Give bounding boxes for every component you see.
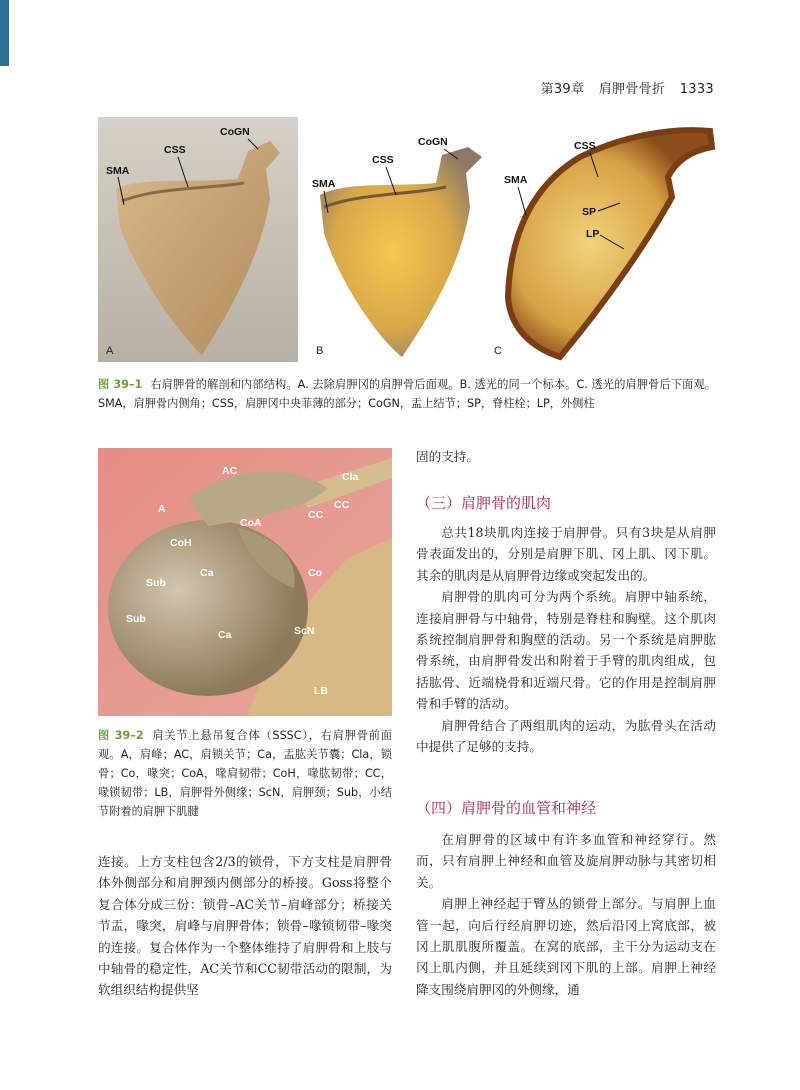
label-css: CSS [164, 144, 186, 156]
label-cogn: CoGN [220, 126, 250, 138]
label-co: Co [308, 567, 322, 579]
label-sma: SMA [106, 165, 130, 177]
label-cc: CC [334, 499, 350, 511]
shoulder-complex-photo [98, 448, 392, 716]
figure-39-1-number: 图 39–1 [98, 378, 143, 391]
paragraph: 总共18块肌肉连接于肩胛骨。只有3块是从肩胛骨表面发出的，分别是肩胛下肌、冈上肌、冈下肌。其余的肌肉是从肩胛骨边缘或突起发出的。 [416, 525, 716, 583]
figure-39-2-number: 图 39–2 [98, 729, 144, 742]
scapula-translucent-photo [306, 117, 496, 362]
label-lp: LP [586, 228, 600, 240]
section-heading-vessels-nerves: （四）肩胛骨的血管和神经 [416, 799, 597, 817]
left-column-text [98, 851, 392, 1001]
label-css: CSS [574, 140, 596, 152]
scapula-posterior-photo [98, 117, 298, 362]
continuation-paragraph: 固的支持。 [416, 449, 479, 464]
label-sub: Sub [126, 613, 146, 625]
paragraph: 肩胛骨结合了两组肌肉的运动，为肱骨头在活动中提供了足够的支持。 [416, 717, 716, 755]
label-coa: CoA [240, 517, 262, 529]
figure-39-1-caption [98, 375, 716, 413]
chapter-title: 肩胛骨骨折 [598, 82, 666, 97]
figure-39-1-panel-a [98, 117, 298, 362]
left-column-paragraph: 连接。上方支柱包含2/3的锁骨，下方支柱是肩胛骨体外侧部分和肩胛颈内侧部分的桥接。Goss将整个复合体分成三份：锁骨–AC关节–肩峰部分；桥接关节盂，喙突，肩峰与肩胛骨体；锁骨–喙锁韧带–喙突的连接。复合体作为一个整体维持了肩胛骨和上肢与中轴骨的稳定性，AC关节和CC韧带活动的限制，为软组织结构提供坚 [98, 854, 392, 998]
figure-39-1-panel-b [306, 117, 496, 362]
scapula-inferior-translucent-photo [500, 117, 715, 362]
label-cc: CC [308, 509, 324, 521]
side-tab-marker [0, 0, 9, 66]
label-a: A [158, 503, 166, 515]
panel-letter-c: C [494, 345, 502, 357]
running-header [541, 78, 714, 97]
label-cogn: CoGN [418, 136, 448, 148]
figure-39-2-caption [98, 726, 392, 821]
label-sma: SMA [504, 174, 528, 186]
label-ca: Ca [200, 567, 214, 579]
figure-39-1-caption-text: 右肩胛骨的解剖和内部结构。A. 去除肩胛冈的肩胛骨后面观。B. 透光的同一个标本。C. 透光的肩胛骨后下面观。SMA，肩胛骨内侧角；CSS，肩胛冈中央菲薄的部分；CoGN，盂上结节；SP，脊柱栓；LP，外侧柱 [98, 378, 716, 410]
label-ca: Ca [218, 629, 232, 641]
figure-39-2-caption-text: 肩关节上悬吊复合体（SSSC），右肩胛骨前面观。A，肩峰；AC，肩锁关节；Ca，盂肱关节囊；Cla，锁骨；Co，喙突；CoA，喙肩韧带；CoH，喙肱韧带；CC，喙锁韧带；LB，肩胛骨外侧缘；ScN，肩胛颈；Sub，小结节附着的肩胛下肌腱 [98, 729, 392, 818]
label-cla: Cla [342, 471, 359, 483]
section-muscles-text [416, 522, 716, 757]
chapter-number: 第39章 [540, 82, 585, 97]
panel-letter-b: B [316, 345, 324, 357]
figure-39-2-photo [98, 448, 392, 716]
section-vessels-text [416, 829, 716, 1000]
figure-39-1-panel-c [494, 117, 715, 362]
page-number: 1333 [679, 82, 714, 97]
paragraph: 肩胛上神经起于臂丛的锁骨上部分。与肩胛上血管一起，向后行经肩胛切迹，然后沿冈上窝底部，被冈上肌肌腹所覆盖。在窝的底部，主干分为运动支在冈上肌内侧，并且延续到冈下肌的上部。肩胛上神经降支围绕肩胛冈的外侧缘，通 [416, 896, 716, 997]
label-scn: ScN [294, 625, 315, 637]
label-ac: AC [222, 465, 238, 477]
label-sp: SP [582, 206, 597, 218]
right-column-continuation [416, 446, 716, 467]
label-lb: LB [314, 685, 328, 697]
label-sub: Sub [146, 577, 166, 589]
paragraph: 在肩胛骨的区域中有许多血管和神经穿行。然而，只有肩胛上神经和血管及旋肩胛动脉与其密切相关。 [416, 832, 716, 890]
label-sma: SMA [312, 178, 336, 190]
label-css: CSS [372, 154, 394, 166]
section-heading-muscles: （三）肩胛骨的肌肉 [416, 494, 552, 512]
label-coh: CoH [170, 537, 192, 549]
panel-letter-a: A [106, 345, 114, 357]
paragraph: 肩胛骨的肌肉可分为两个系统。肩胛中轴系统，连接肩胛骨与中轴骨，特别是脊柱和胸壁。这个肌肉系统控制肩胛骨和胸壁的活动。另一个系统是肩胛肱骨系统，由肩胛骨发出和附着于手臂的肌肉组成，包括肱骨、近端桡骨和近端尺骨。它的作用是控制肩胛骨和手臂的活动。 [416, 589, 716, 712]
